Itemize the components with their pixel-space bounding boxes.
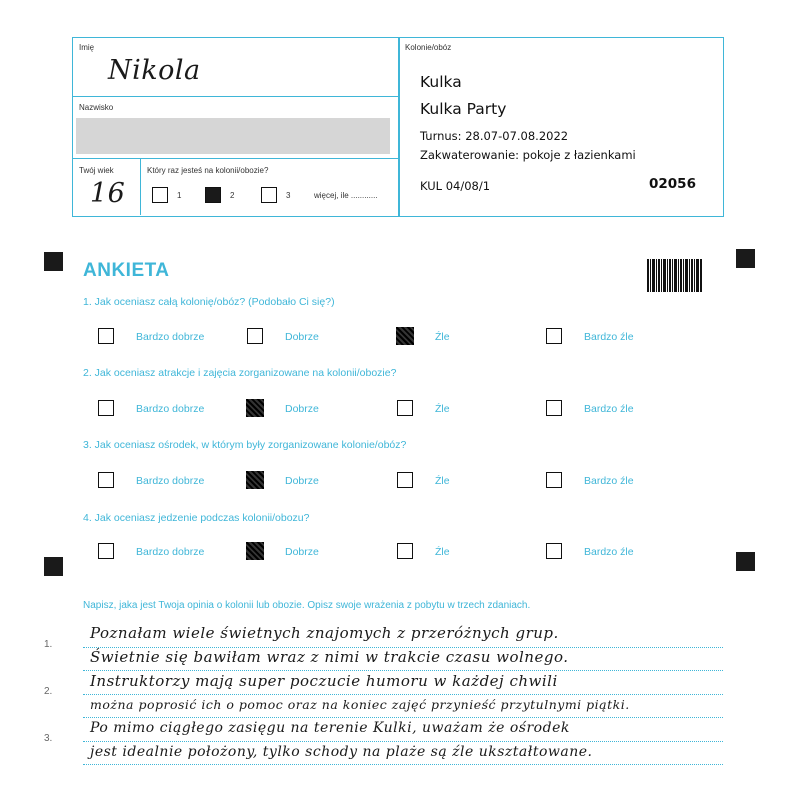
opinion-handwriting-4[interactable]: można poprosić ich o pomoc oraz na koniec zajęć przynieść przytulnymi piątki.	[90, 697, 630, 712]
age-label: Twój wiek	[79, 166, 114, 175]
opinion-handwriting-5[interactable]: Po mimo ciągłego zasięgu na terenie Kulki, uważam że ośrodek	[90, 720, 570, 736]
opinion-number-3: 3.	[44, 733, 53, 744]
opinion-handwriting-1[interactable]: Poznałam wiele świetnych znajomych z przeróżnych grup.	[90, 624, 559, 642]
q4-option-3-label: Źle	[435, 546, 450, 558]
q1-option-1-label: Bardzo dobrze	[136, 331, 205, 343]
age-value[interactable]: 16	[90, 178, 126, 209]
opinion-prompt: Napisz, jaka jest Twoja opinia o kolonii lub obozie. Opisz swoje wrażenia z pobytu w trzech zdaniach.	[83, 600, 531, 611]
q2-option-4-checkbox[interactable]	[546, 400, 562, 416]
q3-option-4-label: Bardzo źle	[584, 475, 634, 487]
q2-option-4-label: Bardzo źle	[584, 403, 634, 415]
divider-age-visit	[140, 158, 141, 215]
visit-1-label: 1	[177, 191, 182, 200]
q1-option-1-checkbox[interactable]	[98, 328, 114, 344]
opinion-line-3	[83, 694, 723, 695]
camp-party-name: Kulka Party	[420, 100, 507, 118]
form-number: 02056	[649, 176, 696, 192]
opinion-number-2: 2.	[44, 686, 53, 697]
barcode-icon	[647, 259, 702, 292]
q2-option-3-label: Źle	[435, 403, 450, 415]
q2-option-2-label: Dobrze	[285, 403, 319, 415]
q4-option-4-label: Bardzo źle	[584, 546, 634, 558]
opinion-handwriting-6[interactable]: jest idealnie położony, tylko schody na plaże są źle ukształtowane.	[90, 744, 593, 760]
q2-option-2-checkbox[interactable]	[247, 400, 263, 416]
q2-option-1-label: Bardzo dobrze	[136, 403, 205, 415]
q3-option-3-label: Źle	[435, 475, 450, 487]
visit-3-checkbox[interactable]	[261, 187, 277, 203]
visit-1-checkbox[interactable]	[152, 187, 168, 203]
q4-option-2-label: Dobrze	[285, 546, 319, 558]
q3-option-1-checkbox[interactable]	[98, 472, 114, 488]
registration-mark-bottom-left	[44, 557, 63, 576]
q1-option-3-checkbox[interactable]	[397, 328, 413, 344]
q2-option-3-checkbox[interactable]	[397, 400, 413, 416]
opinion-line-6	[83, 764, 723, 765]
q2-option-1-checkbox[interactable]	[98, 400, 114, 416]
question-4-text: 4. Jak oceniasz jedzenie podczas kolonii/obozu?	[83, 512, 310, 524]
visit-2-label: 2	[230, 191, 235, 200]
surname-label: Nazwisko	[79, 103, 114, 112]
first-name-value[interactable]: Nikola	[108, 55, 201, 86]
camp-name: Kulka	[420, 73, 462, 91]
registration-mark-top-left	[44, 252, 63, 271]
q1-option-2-checkbox[interactable]	[247, 328, 263, 344]
first-name-label: Imię	[79, 43, 95, 52]
q3-option-3-checkbox[interactable]	[397, 472, 413, 488]
visit-count-label: Który raz jesteś na kolonii/obozie?	[147, 166, 269, 175]
opinion-handwriting-2[interactable]: Świetnie się bawiłam wraz z nimi w trakcie czasu wolnego.	[90, 648, 569, 666]
divider-surname-age	[72, 158, 398, 159]
q3-option-1-label: Bardzo dobrze	[136, 475, 205, 487]
camp-code: KUL 04/08/1	[420, 179, 491, 193]
q3-option-4-checkbox[interactable]	[546, 472, 562, 488]
q4-option-1-checkbox[interactable]	[98, 543, 114, 559]
opinion-line-4	[83, 717, 723, 718]
q3-option-2-checkbox[interactable]	[247, 472, 263, 488]
q3-option-2-label: Dobrze	[285, 475, 319, 487]
q4-option-3-checkbox[interactable]	[397, 543, 413, 559]
registration-mark-bottom-right	[736, 552, 755, 571]
q4-option-2-checkbox[interactable]	[247, 543, 263, 559]
registration-mark-top-right	[736, 249, 755, 268]
visit-2-checkbox[interactable]	[205, 187, 221, 203]
q1-option-3-label: Źle	[435, 331, 450, 343]
q1-option-4-checkbox[interactable]	[546, 328, 562, 344]
surname-redaction	[76, 118, 390, 154]
q1-option-4-label: Bardzo źle	[584, 331, 634, 343]
opinion-number-1: 1.	[44, 639, 53, 650]
visit-3-label: 3	[286, 191, 291, 200]
camp-label: Kolonie/obóz	[405, 43, 452, 52]
more-visits-label: więcej, ile ............	[314, 191, 378, 200]
q4-option-1-label: Bardzo dobrze	[136, 546, 205, 558]
opinion-line-2	[83, 670, 723, 671]
opinion-handwriting-3[interactable]: Instruktorzy mają super poczucie humoru w każdej chwili	[90, 672, 558, 690]
q4-option-4-checkbox[interactable]	[546, 543, 562, 559]
survey-title: ANKIETA	[83, 260, 170, 281]
q1-option-2-label: Dobrze	[285, 331, 319, 343]
question-3-text: 3. Jak oceniasz ośrodek, w którym były zorganizowane kolonie/obóz?	[83, 439, 407, 451]
question-2-text: 2. Jak oceniasz atrakcje i zajęcia zorganizowane na kolonii/obozie?	[83, 367, 397, 379]
turnus-text: Turnus: 28.07-07.08.2022	[420, 129, 569, 143]
divider-name-surname	[72, 96, 398, 97]
question-1-text: 1. Jak oceniasz całą kolonię/obóz? (Podobało Ci się?)	[83, 296, 335, 308]
accommodation-text: Zakwaterowanie: pokoje z łazienkami	[420, 148, 636, 162]
opinion-line-5	[83, 741, 723, 742]
